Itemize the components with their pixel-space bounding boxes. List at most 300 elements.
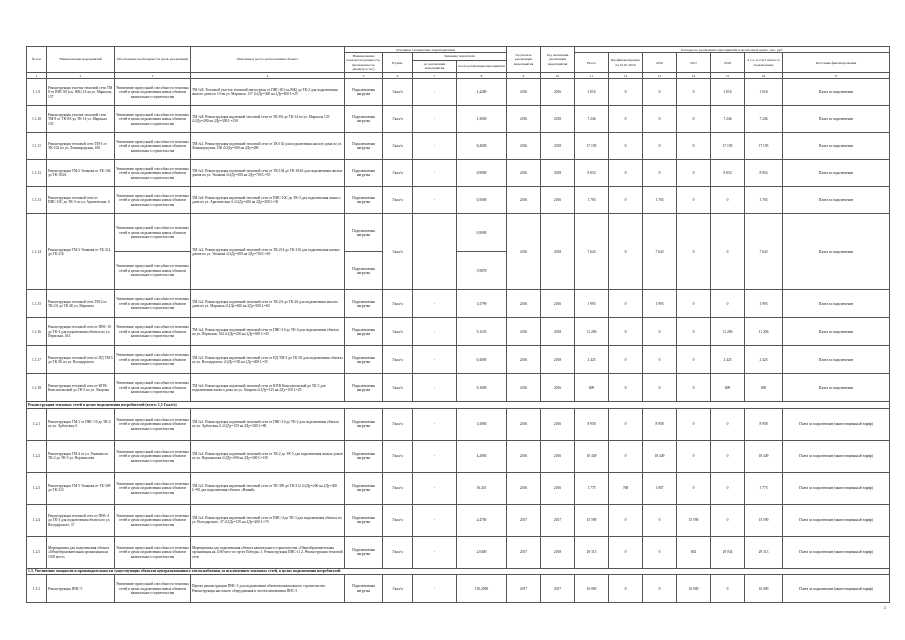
cell-total: 29 313 [575,536,609,568]
cell-source: Плата за подключение [783,79,890,106]
cell-before: - [413,187,457,214]
cell-start: 2016 [507,106,541,133]
cell-desc: ТМ №4. Реконструкция подземной тепловой сети от ТК-2 до ТК-5 для подключения жилых домов по ул. Ворошилова ∅2Ду=200 на 2Ду=300 L=150 [191,440,345,472]
cell-name: Реконструкция ТМ-5 Ушакова от ТК-309 до ТК-312 [47,472,115,504]
cell-end: 2017 [541,504,575,536]
cell-after: 0,9000 [457,160,507,187]
cell-fin: 0 [609,79,643,106]
cell-desc: ТМ №8. Тепловой участок тепловой магистрали от ПНС 60 (т.к.80Б) до ТК-2 для подключения жилого дома по 13-ая ул. Маршала, 137 ∅2Ду=300 на 2Ду=400 L=25 [191,79,345,106]
header-desc: Описание и место расположения объекта [191,47,345,73]
cell-source: Плата за подключение [783,318,890,346]
cell-start: 2016 [507,318,541,346]
cell-2016: 0 [643,133,677,160]
table-row [27,440,890,472]
cell-param: Подключаемая нагрузка [345,106,383,133]
cell-source: Плата за подключение (инвестиционный тариф) [783,472,890,504]
cell-fin: 0 [609,440,643,472]
cell-2016: 0 [643,575,677,603]
col-number: 13 [643,73,677,79]
cell-2018: 0 [711,440,745,472]
cell-rest: 11 206 [745,318,783,346]
cell-name: Реконструкция тепловой сети от ПД ТМ-5 до ТК-5Б по ул. Володарского [47,346,115,374]
cell-no: 1.2.5 [27,536,47,568]
table-row [27,374,890,402]
section-title: Реконструкция тепловых сетей в целях подключения потребителей (всего: 1,5 Гкал/ч) [27,402,890,408]
cell-unit: Гкал/ч [383,187,413,214]
table-row [27,133,890,160]
cell-end: 2018 [541,133,575,160]
cell-start: 2016 [507,214,541,290]
cell-2017: 0 [677,440,711,472]
cell-fin: 0 [609,408,643,440]
cell-need: Увеличение пропускной способности тепловых сетей в целях подключения новых объектов капитального строительства [115,79,191,106]
cell-need: Увеличение пропускной способности тепловых сетей в целях подключения новых объектов капитального строительства [115,160,191,187]
cell-fin: 0 [609,346,643,374]
cell-param: Подключаемая нагрузка [345,440,383,472]
cell-before: - [413,79,457,106]
cell-desc: ТМ №2. Реконструкция подземной тепловой сети от ТК-104 до ТК-104А для подключения жилых домов по ул. Ушакова ∅2Ду=500 на 2Ду=700 L=55 [191,160,345,187]
cell-name: Реконструкция ТМ-1 от ПНС-10 до ТК-2 по ул. Арбатская, 6 [47,408,115,440]
cell-start: 2016 [507,160,541,187]
cell-after: 2,0400 [457,536,507,568]
cell-total: 17 193 [575,133,609,160]
col-number: 2 [47,73,115,79]
table-row [27,346,890,374]
col-number: 11 [575,73,609,79]
cell-desc: ТМ №4. Реконструкция подземной тепловой сети от ПНС-10 до ТК-4 для подключения объекта по ул. Пермская, 104 ∅2Ду=250 на 2Ду=300 L=45 [191,318,345,346]
cell-unit: Гкал/ч [383,290,413,318]
cell-no: 1.1.18 [27,374,47,402]
cell-after: 2,4700 [457,504,507,536]
col-number: 17 [783,73,890,79]
cell-desc: Мероприятия для подключения объекта капитального строительства «Общеобразовательная организация на 1100 мест по пр-кт Победы» 1. Реконструкция ПНС-11 2. Реконструкция тепловой сети [191,536,345,568]
cell-fin: 0 [609,133,643,160]
col-number: 5 [345,73,383,79]
cell-source: Плата за подключение [783,187,890,214]
cell-2017: 0 [677,374,711,402]
cell-2016: 8 958 [643,408,677,440]
cell-2016: 1 007 [643,472,677,504]
cell-source: Плата за подключение [783,374,890,402]
cell-fin: 0 [609,575,643,603]
cell-2016: 0 [643,106,677,133]
cell-before: - [413,133,457,160]
cell-unit: Гкал/ч [383,346,413,374]
cell-total: 1 016 [575,79,609,106]
cell-no: 1.2.2 [27,440,47,472]
table-row [27,408,890,440]
col-number: 7 [413,73,457,79]
cell-param: Подключаемая нагрузка [345,214,383,252]
cell-no: 1.2.3 [27,472,47,504]
cell-name: Реконструкция ТМ-2 Ушакова от ТК-104 до ТК-104А [47,160,115,187]
cell-end: 2016 [541,290,575,318]
cell-before: - [413,536,457,568]
cell-before [413,214,457,290]
header-2018: 2018 [711,53,745,73]
cell-2017: 0 [677,318,711,346]
table-row [27,187,890,214]
cell-unit: Гкал/ч [383,504,413,536]
cell-no: 1.1.14 [27,214,47,290]
cell-2018: 17 193 [711,133,745,160]
header-no: № п/п [27,47,47,73]
cell-2018: 0 [711,187,745,214]
cell-desc: ТМ №5. Реконструкция надземной тепловой сети от ПД ТМ-5 до ТК-5Б для подключения объекта по ул. Володарского ∅2Ду=150 на 2Ду=200 L=35 [191,346,345,374]
cell-no: 1.1.10 [27,106,47,133]
cell-2016: 1 765 [643,187,677,214]
cell-source: Плата за подключение [783,160,890,187]
cell-unit: Гкал/ч [383,318,413,346]
table-row [27,504,890,536]
cell-after: 3,3800 [457,408,507,440]
cell-name: Реконструкция ТМ-4 от ул. Ушакова по ТК-2 до ТК-5 ул. Ворошилова [47,440,115,472]
cell-no: 1.1.13 [27,187,47,214]
cell-2017: 0 [677,187,711,214]
cell-unit: Гкал/ч [383,133,413,160]
cell-no: 1.1.16 [27,318,47,346]
cell-end: 2017 [541,575,575,603]
col-number: 8 [457,73,507,79]
cell-start: 2016 [507,187,541,214]
cell-source: Плата за подключение [783,346,890,374]
header-unit: Ед.изм. [383,53,413,73]
cell-fin: 0 [609,106,643,133]
cell-no: 1.1.11 [27,133,47,160]
cell-unit: Гкал/ч [383,440,413,472]
cell-2017: 0 [677,290,711,318]
cell-2018: 1 016 [711,79,745,106]
cell-param: Подключаемая нагрузка [345,504,383,536]
cell-2016: 0 [643,504,677,536]
rows-group-d [27,575,890,603]
cell-need: Увеличение пропускной способности тепловых сетей в целях подключения новых объектов капитального строительства [115,374,191,402]
cell-name: Реконструкция ПНС-5 [47,575,115,603]
table-row [27,290,890,318]
cell-before: - [413,440,457,472]
header-name: Наименование мероприятий [47,47,115,73]
cell-2017: 692 [677,536,711,568]
cell-rest: 2 425 [745,346,783,374]
investment-program-table [26,46,890,603]
cell-need: Увеличение пропускной способности тепловых сетей в целях подключения новых объектов капитального строительства [115,133,191,160]
cell-desc: ТМ №2. Реконструкция подземной тепловой сети от ТК-214 до ТК-216 для подключения жилых домов по ул. Ушакова ∅2Ду=500 на 2Ду=700 L=40 [191,214,345,290]
cell-2018: 0 [711,214,745,290]
table-row [27,318,890,346]
cell-name: Реконструкция ТМ-2 Ушакова от ТК-214 до ТК-216 [47,214,115,290]
cell-start: 2017 [507,536,541,568]
cell-2017: 0 [677,214,711,290]
cell-param: Подключаемая нагрузка [345,374,383,402]
cell-name: Реконструкция тепловой сети ТМ-2 от ТК-2А до ТК-2Б ул. Маршала [47,290,115,318]
cell-after: 1,4280 [457,79,507,106]
cell-2017: 0 [677,346,711,374]
cell-name: Реконструкция тепловой сети от ПНС-10 до ТК-4 для подключения объекта по ул. Пермская, 104 [47,318,115,346]
row-merged-14 [27,214,890,290]
section-title-2: 1.3. Увеличение мощности и производительности существующих объектов централизованного теплоснабжения, за исключением тепловых сетей, в целях подключения потребителей [27,568,890,574]
cell-2018: 0 [711,504,745,536]
cell-total: 11 206 [575,318,609,346]
cell-need: Увеличение пропускной способности тепловых сетей в целях подключения новых объектов капитального строительства [115,346,191,374]
cell-desc: ТМ №1. Реконструкция подземной тепловой сети от ТК-102 для подключения жилого дома по ул. Ленинградская, 106 ∅2Ду=300 на 2Ду=400 [191,133,345,160]
cell-start: 2016 [507,290,541,318]
cell-after: 0,9000 [457,214,507,252]
cell-before: - [413,472,457,504]
cell-source: Плата за подключение [783,106,890,133]
cell-total: 15 590 [575,504,609,536]
col-number: 16 [745,73,783,79]
cell-total: 8 854 [575,160,609,187]
cell-need: Увеличение пропускной способности тепловых сетей в целях подключения новых объектов капитального строительства [115,536,191,568]
cell-no: 1.3.1 [27,575,47,603]
cell-desc: Проект реконструкции ПНС-5 для подключения объектов капитального строительства. Реконструкция насосного оборудования и систем автоматики ПНС-5 [191,575,345,603]
cell-name: Реконструкция тепловой сети ТМ-1 от ТК-102 по ул. Ленинградская, 106 [47,133,115,160]
header-fin-before: Профинансировано на 01.01.2016 [609,53,643,73]
cell-end: 2018 [541,346,575,374]
cell-after: 5,1233 [457,318,507,346]
cell-param: Подключаемая нагрузка [345,318,383,346]
cell-need: Увеличение пропускной способности тепловых сетей в целях подключения новых объектов капитального строительства [115,575,191,603]
cell-rest: 1 765 [745,187,783,214]
cell-desc: ТМ №6. Реконструкция надземной тепловой сети от ПНС-10С до ТК-3 для подключения жилого дома по ул. Арктическая, 6 ∅2Ду=200 на 2Ду=300 L=30 [191,187,345,214]
cell-param: Подключаемая нагрузка [345,575,383,603]
cell-need: Увеличение пропускной способности тепловых сетей в целях подключения новых объектов капитального строительства [115,290,191,318]
cell-before: - [413,504,457,536]
cell-2017: 0 [677,408,711,440]
cell-start: 2016 [507,472,541,504]
cell-source: Плата за подключение (инвестиционный тариф) [783,504,890,536]
cell-after: 3,3799 [457,290,507,318]
cell-need: Увеличение пропускной способности тепловых сетей в целях подключения новых объектов капитального строительства [115,504,191,536]
cell-need: Увеличение пропускной способности тепловых сетей в целях подключения новых объектов капитального строительства [115,408,191,440]
table-header [27,47,890,79]
col-number: 9 [507,73,541,79]
cell-2016: 0 [643,160,677,187]
cell-2018: 609 [711,374,745,402]
cell-2016: 0 [643,536,677,568]
table-row [27,106,890,133]
cell-fin: 0 [609,214,643,290]
cell-desc: ТМ №1. Реконструкция подземной тепловой сети от ПНС-10 до ТК-2 для подключения объекта по ул. Арбатская, 6 ∅2Ду=150 на 2Ду=200 L=80 [191,408,345,440]
cell-rest: 1 016 [745,79,783,106]
cell-source: Плата за подключение (инвестиционный тариф) [783,575,890,603]
cell-start: 2016 [507,79,541,106]
cell-need: Увеличение пропускной способности тепловых сетей в целях подключения новых объектов капитального строительства [115,252,191,290]
cell-total: 1 775 [575,472,609,504]
col-number: 6 [383,73,413,79]
cell-2017: 0 [677,472,711,504]
cell-end: 2016 [541,187,575,214]
cell-param: Подключаемая нагрузка [345,252,383,290]
cell-no: 1.2.1 [27,408,47,440]
col-number: 15 [711,73,745,79]
cell-param: Подключаемая нагрузка [345,187,383,214]
cell-2016: 0 [643,374,677,402]
cell-end: 2016 [541,440,575,472]
cell-2016: 7 643 [643,214,677,290]
cell-fin: 0 [609,536,643,568]
cell-rest: 16 000 [745,575,783,603]
cell-source: Плата за подключение [783,214,890,290]
cell-start: 2016 [507,346,541,374]
rows-group-b [27,290,890,402]
cell-param: Подключаемая нагрузка [345,536,383,568]
cell-total: 7 246 [575,106,609,133]
cell-rest: 1 775 [745,472,783,504]
cell-unit: Гкал/ч [383,575,413,603]
cell-2016: 0 [643,346,677,374]
cell-rest: 29 313 [745,536,783,568]
cell-param: Подключаемая нагрузка [345,160,383,187]
cell-before: - [413,290,457,318]
cell-desc: ТМ №4. Реконструкция надземной тепловой сети от ПНС-4 до ТК-3 для подключения объекта по ул. Володарского, 37 ∅2Ду=150 на 2Ду=200 L=70 [191,504,345,536]
cell-name: Реконструкция участка тепловой сети ТМ 8 от ПНС 60 (т.к. 80Б) 13-ая ул. Маршала, 137 [47,79,115,106]
col-number: 4 [191,73,345,79]
cell-unit: Гкал/ч [383,160,413,187]
cell-no: 1.1.12 [27,160,47,187]
cell-unit: Гкал/ч [383,374,413,402]
cell-rest: 609 [745,374,783,402]
cell-rest: 8 854 [745,160,783,187]
cell-end: 2018 [541,160,575,187]
cell-param: Подключаемая нагрузка [345,472,383,504]
cell-rest: 15 590 [745,504,783,536]
cell-no: 1.2.4 [27,504,47,536]
cell-after: 5,9878 [457,252,507,290]
header-param-name: Наименование показателя (мощность, протяженность, диаметр и т.п.) [346,53,381,72]
cell-desc: ТМ №6. Реконструкция подземной тепловой сети от ЮТК Комсомольский до ТК-5 для подключения жилого дома по ул. Хворова ∅2Ду=125 на 2Ду=150 L=25 [191,374,345,402]
table-row [27,536,890,568]
cell-total: 7 643 [575,214,609,290]
cell-need: Увеличение пропускной способности тепловых сетей в целях подключения новых объектов капитального строительства [115,440,191,472]
header-values-group: Значение показателя [413,53,507,60]
cell-need: Увеличение пропускной способности тепловых сетей в целях подключения новых объектов капитального строительства [115,472,191,504]
table-row [27,79,890,106]
cell-source: Плата за подключение (инвестиционный тариф) [783,536,890,568]
cell-start: 2016 [507,133,541,160]
cell-end: 2018 [541,318,575,346]
cell-end: 2018 [541,536,575,568]
cell-after: 110,2000 [457,575,507,603]
cell-after: 8,4000 [457,133,507,160]
cell-unit: Гкал/ч [383,536,413,568]
col-number: 3 [115,73,191,79]
cell-2018: 8 854 [711,160,745,187]
cell-fin: 768 [609,472,643,504]
col-number: 14 [677,73,711,79]
cell-2018: 0 [711,290,745,318]
cell-need: Увеличение пропускной способности тепловых сетей в целях подключения новых объектов капитального строительства [115,187,191,214]
cell-after: 0,1600 [457,374,507,402]
header-need: Обоснование необходимости (цель реализации) [115,47,191,73]
cell-param: Подключаемая нагрузка [345,79,383,106]
cell-end: 2018 [541,214,575,290]
cell-before: - [413,575,457,603]
cell-param: Подключаемая нагрузка [345,408,383,440]
cell-2017: 15 590 [677,504,711,536]
header-params-group: Основные технические характеристики [345,47,507,53]
cell-before: - [413,160,457,187]
table-row [27,160,890,187]
cell-2017: 0 [677,160,711,187]
cell-unit: Гкал/ч [383,408,413,440]
cell-2018: 0 [711,472,745,504]
cell-total: 2 425 [575,346,609,374]
cell-total: 16 000 [575,575,609,603]
cell-need: Увеличение пропускной способности тепловых сетей в целях подключения новых объектов капитального строительства [115,318,191,346]
cell-name: Реконструкция тепловой сети от ПНС-10С до ТК-3 по ул. Арктическая, 6 [47,187,115,214]
cell-2016: 0 [643,318,677,346]
cell-after: 4,2800 [457,440,507,472]
cell-unit: Гкал/ч [383,214,413,290]
cell-param: Подключаемая нагрузка [345,290,383,318]
page-number: 2 [884,605,887,610]
table-row [27,472,890,504]
cell-source: Плата за подключение (инвестиционный тариф) [783,440,890,472]
cell-after: 1,3600 [457,106,507,133]
cell-fin: 0 [609,504,643,536]
header-rest: в т.ч. за счет платы за подключение [745,53,783,73]
cell-2016: 1 993 [643,290,677,318]
cell-need: Увеличение пропускной способности тепловых сетей в целях подключения новых объектов капитального строительства [115,214,191,252]
cell-desc: ТМ №5. Реконструкция надземной тепловой сети от ТК-309 до ТК-312 ∅2Ду=200 на 2Ду=300 L=90 для подключения объекта «Новый» [191,472,345,504]
cell-before: - [413,374,457,402]
header-after: после реализации мероприятия [457,60,507,72]
cell-name: Мероприятия для подключения объекта «Общеобразовательная организация на 1100 мест» [47,536,115,568]
header-2017: 2017 [677,53,711,73]
cell-start: 2016 [507,374,541,402]
document-sheet [26,46,889,603]
cell-start: 2016 [507,440,541,472]
cell-start: 2016 [507,408,541,440]
cell-source: Плата за подключение [783,133,890,160]
cell-after: 0,4000 [457,346,507,374]
cell-start: 2017 [507,504,541,536]
cell-fin: 0 [609,318,643,346]
cell-param: Подключаемая нагрузка [345,133,383,160]
header-costs-group: Расходы на реализацию мероприятий в прогнозных ценах, тыс. руб. [575,47,890,53]
cell-source: Плата за подключение (инвестиционный тариф) [783,408,890,440]
header-start: Год начала реализации мероприятия [507,47,541,73]
cell-unit: Гкал/ч [383,106,413,133]
cell-2018: 29 034 [711,536,745,568]
cell-start: 2017 [507,575,541,603]
cell-name: Реконструкция тепловой сети от ЮТК Комсомольский до ТК-5 по ул. Хворова [47,374,115,402]
cell-rest: 10 449 [745,440,783,472]
cell-2016: 10 449 [643,440,677,472]
cell-2018: 0 [711,575,745,603]
cell-before: - [413,318,457,346]
cell-after: 16,451 [457,472,507,504]
cell-after: 0,5600 [457,187,507,214]
cell-rest: 1 993 [745,290,783,318]
cell-2016: 0 [643,79,677,106]
cell-end: 2016 [541,374,575,402]
cell-rest: 17 193 [745,133,783,160]
cell-need: Увеличение пропускной способности тепловых сетей в целях подключения новых объектов капитального строительства [115,106,191,133]
cell-total: 1 765 [575,187,609,214]
cell-rest: 8 958 [745,408,783,440]
cell-2018: 2 425 [711,346,745,374]
cell-total: 10 449 [575,440,609,472]
header-2016: 2016 [643,53,677,73]
cell-rest: 7 246 [745,106,783,133]
cell-param: Подключаемая нагрузка [345,346,383,374]
cell-2017: 0 [677,106,711,133]
cell-fin: 0 [609,290,643,318]
cell-unit: Гкал/ч [383,472,413,504]
cell-2018: 7 246 [711,106,745,133]
